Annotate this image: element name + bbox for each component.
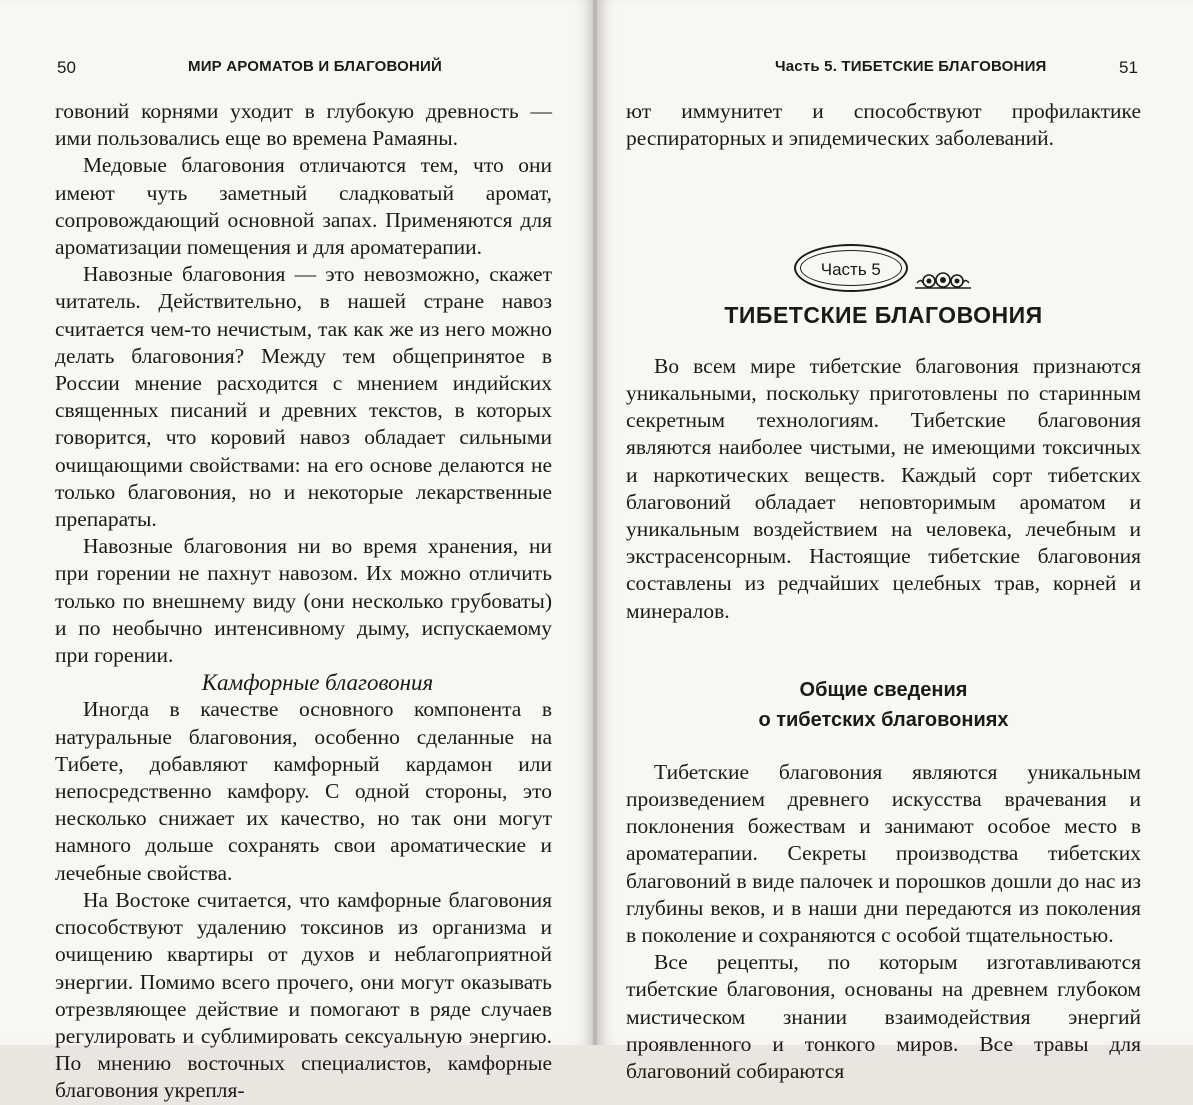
right-page	[597, 0, 1193, 1084]
part-label: Часть 5	[820, 260, 881, 280]
paragraph: Все рецепты, по которым изготавливаются тибетские благовония, основаны на древнем глубоком мистическом знании взаимодействия энергий проявленного и тонкого миров. Все травы для благовоний собираются	[626, 950, 1141, 1084]
left-page-text	[55, 98, 552, 1105]
page-number: 50	[57, 58, 76, 77]
paragraph: Навозные благовония — это невозможно, скажет читатель. Действительно, в нашей стране навоз считается чем-то нечистым, так как же из него можно делать благовония? Между тем общепринятое в России мнение расходится с мнением индийских священных писаний и древних текстов, в которых говорится, что коровий навоз обладает сильными очищающими свойствами: на его основе делаются не только благовония, но и некоторые лекарственные препараты.	[55, 262, 552, 532]
running-head	[775, 58, 1047, 75]
part-oval-frame	[794, 244, 908, 292]
paragraph: Навозные благовония ни во время хранения, ни при горении не пахнут навозом. Их можно отличить только по внешнему виду (они несколько грубоваты) и по необычно интенсивному дыму, испускаемому при горении.	[55, 534, 552, 668]
right-page-text	[626, 98, 1141, 1085]
section-heading	[626, 675, 1141, 735]
part-title: ТИБЕТСКИЕ БЛАГОВОНИЯ	[724, 301, 1043, 328]
running-head-text: Часть 5. ТИБЕТСКИЕ БЛАГОВОНИЯ	[775, 58, 1047, 75]
paragraph: Медовые благовония отличаются тем, что они имеют чуть заметный сладковатый аромат, сопровождающий основной запах. Применяются для ароматизации помещения и для ароматерапии.	[55, 153, 552, 260]
part-header	[626, 244, 1141, 328]
paragraph: ют иммунитет и способствуют профилактике респираторных и эпидемических заболеваний.	[626, 99, 1141, 151]
paragraph: Иногда в качестве основного компонента в натуральные благовония, особенно сделанные на Тибете, добавляют камфорный кардамон или непосредственно камфору. С одной стороны, это несколько снижает их качество, но так они могут намного дольше сохранять свои ароматические и лечебные свойства.	[55, 697, 552, 885]
rose-ornament-icon	[913, 272, 973, 290]
paragraph: Тибетские благовония являются уникальным произведением древнего искусства врачевания и поклонения божествам и занимают особое место в ароматерапии. Секреты производства тибетских благовоний в виде палочек и порошков дошли до нас из глубины веков, и в наши дни передаются из поколения в поколение и сохраняются с особой тщательностью.	[626, 759, 1141, 948]
section-subheading: Камфорные благовония	[201, 670, 434, 696]
paragraph: На Востоке считается, что камфорные благовония способствуют удалению токсинов из организма и очищению квартиры от духов и неблагоприятной энергии. Помимо всего прочего, они могут оказывать отрезвляющее действие и помогают в ряде случаев регулировать и сублимировать сексуальную энергию. По мнению восточных специалистов, камфорные благовония укрепля-	[55, 887, 552, 1103]
section-heading-line: о тибетских благовониях	[758, 708, 1009, 731]
left-page	[0, 0, 594, 1103]
page-number: 51	[1119, 58, 1138, 77]
paragraph: Во всем мире тибетские благовония признаются уникальными, поскольку приготовлены по старинным секретным технологиям. Тибетские благовония являются наиболее чистыми, не имеющими токсичных и наркотических веществ. Каждый сорт тибетских благовоний обладает неповторимым ароматом и уникальным воздействием на человека, лечебным и экстрасенсорным. Настоящие тибетские благовония составлены из редчайших целебных трав, корней и минералов.	[626, 353, 1141, 623]
running-head: МИР АРОМАТОВ И БЛАГОВОНИЙ	[188, 58, 443, 75]
section-heading-line: Общие сведения	[799, 678, 968, 701]
paragraph: говоний корнями уходит в глубокую древность — ими пользовались еще во времена Рамаяны.	[55, 99, 552, 151]
